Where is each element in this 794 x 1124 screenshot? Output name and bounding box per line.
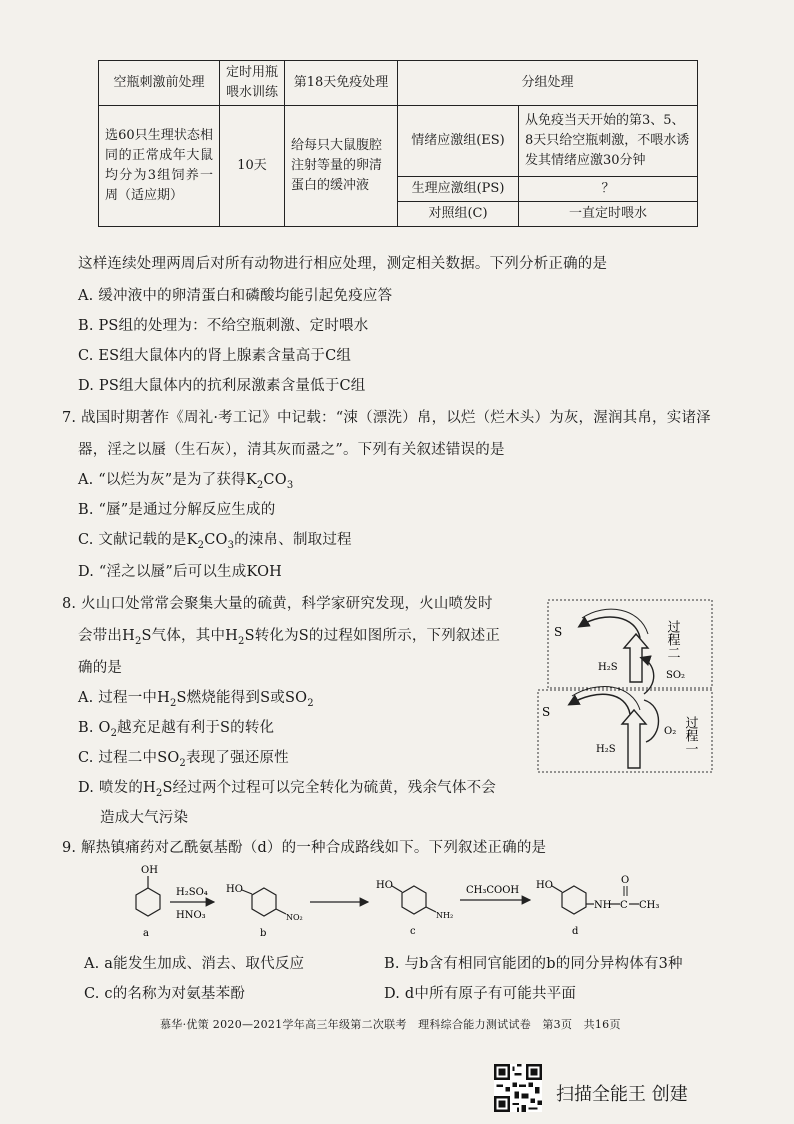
upper-arrow [624,634,648,682]
q6-option-a: A. 缓冲液中的卵清蛋白和磷酸均能引起免疫应答 [78,288,393,304]
reaction-arrow-3 [460,885,530,900]
q7-stem-line1: 7. 战国时期著作《周礼·考工记》中记载：“涑（漂洗）帛，以烂（烂木头）为灰，渥润其帛，实诸泽 [62,410,711,426]
q9-option-b: B. 与b含有相同官能团的b的同分异构体有3种 [384,956,683,972]
cell-training: 10天 [220,106,285,227]
h2s-label-bottom: H₂S [596,744,616,755]
q8-option-d: D. 喷发的$H_2S$经过两个过程可以完全转化为硫黄，残余气体不会 [78,780,496,799]
svg-text:C: C [620,900,628,911]
q8-stem-line3: 确的是 [78,660,123,676]
group-name-c: 对照组(C) [398,202,519,227]
synthesis-route [110,858,700,950]
q7-option-d: D. “淫之以蜃”后可以生成KOH [78,564,283,580]
process2-label: 过程二 [664,620,680,659]
q6-option-b: B. PS组的处理为：不给空瓶刺激、定时喂水 [78,318,369,334]
o2-loop-arrow [644,700,659,742]
header-training: 定时用瓶喂水训练 [220,61,285,106]
q9-stem: 9. 解热镇痛药对乙酰氨基酚（d）的一种合成路线如下。下列叙述正确的是 [62,840,547,856]
qr-code-icon [494,1064,542,1112]
svg-text:a: a [143,928,149,939]
svg-text:b: b [260,928,267,939]
group-name-ps: 生理应激组(PS) [398,177,519,202]
svg-text:OH: OH [141,865,158,876]
h2s-label-top: H₂S [598,662,618,673]
svg-text:c: c [410,926,416,937]
compound-c [376,880,453,937]
q8-stem-line1: 8. 火山口处常常会聚集大量的硫黄，科学家研究发现，火山喷发时 [62,596,493,612]
header-pre-treatment: 空瓶刺激前处理 [99,61,220,106]
q7-stem-line2: 器，淫之以蜃（生石灰），清其灰而盝之”。下列有关叙述错误的是 [78,442,505,458]
svg-text:HO: HO [226,884,243,895]
group-treat-c: 一直定时喂水 [519,202,698,227]
q9-option-d: D. d中所有原子有可能共平面 [384,986,577,1002]
q7-option-b: B. “蜃”是通过分解反应生成的 [78,502,276,518]
s-label-bottom: S [542,705,551,719]
cell-pre-treatment: 选60只生理状态相同的正常成年大鼠均分为3组饲养一周（适应期） [99,106,220,227]
svg-text:HNO₃: HNO₃ [176,910,206,921]
q9-option-a: A. a能发生加成、消去、取代反应 [84,956,305,972]
svg-text:NH: NH [594,900,612,911]
process1-label: 过程一 [682,716,698,755]
q7-option-a: A. “以烂为灰”是为了获得$K_2CO_3$ [78,472,294,491]
q8-stem-line2: 会带出$H_2S$气体，其中$H_2S$转化为S的过程如图所示，下列叙述正 [78,628,501,647]
svg-text:HO: HO [376,880,393,891]
svg-text:H₂SO₄: H₂SO₄ [176,887,208,898]
sulfur-cycle-diagram [536,596,716,776]
group-treat-es: 从免疫当天开始的第3、5、8天只给空瓶刺激，不喂水诱发其情绪应激30分钟 [519,106,698,177]
scanner-watermark: 扫描全能王 创建 [556,1084,688,1105]
svg-text:NO₂: NO₂ [286,913,303,922]
cell-immune: 给每只大鼠腹腔注射等量的卵清蛋白的缓冲液 [285,106,398,227]
lower-curve-arrow [570,694,630,714]
q8-option-a: A. 过程一中$H_2S$燃烧能得到S或$SO_2$ [78,690,314,709]
svg-text:NH₂: NH₂ [436,911,454,920]
svg-text:O: O [621,875,630,886]
group-treat-ps: ？ [519,177,698,202]
header-immune: 第18天免疫处理 [285,61,398,106]
q6-option-c: C. ES组大鼠体内的肾上腺素含量高于C组 [78,348,352,364]
compound-d [536,875,659,937]
svg-text:d: d [572,926,579,937]
q7-option-c: C. 文献记载的是$K_2CO_3$的涑帛、制取过程 [78,532,352,551]
table-row [99,106,698,177]
table-header-row [99,61,698,106]
experiment-table [98,60,698,227]
compound-b [226,884,303,939]
so2-label: SO₂ [666,670,686,681]
upper-curve-arrow [580,617,640,638]
s-label-top: S [554,625,563,639]
compound-a [136,865,160,939]
header-grouping: 分组处理 [398,61,698,106]
q6-option-d: D. PS组大鼠体内的抗利尿激素含量低于C组 [78,378,366,394]
page-footer: 慕华·优策 2020—2021学年高三年级第二次联考 理科综合能力测试试卷 第3页 共16页 [160,1018,621,1031]
q8-option-d-cont: 造成大气污染 [100,810,189,826]
lower-arrow [622,710,646,768]
q8-option-b: B. $O_2$越充足越有利于S的转化 [78,720,275,739]
q8-option-c: C. 过程二中$SO_2$表现了强还原性 [78,750,289,769]
reaction-arrow-1 [170,887,214,921]
svg-text:HO: HO [536,880,553,891]
q6-stem: 这样连续处理两周后对所有动物进行相应处理，测定相关数据。下列分析正确的是 [78,256,608,272]
group-name-es: 情绪应激组(ES) [398,106,519,177]
svg-text:CH₃COOH: CH₃COOH [466,885,520,896]
o2-label: O₂ [664,726,677,737]
q9-option-c: C. c的名称为对氨基苯酚 [84,986,246,1002]
svg-text:CH₃: CH₃ [639,900,660,911]
